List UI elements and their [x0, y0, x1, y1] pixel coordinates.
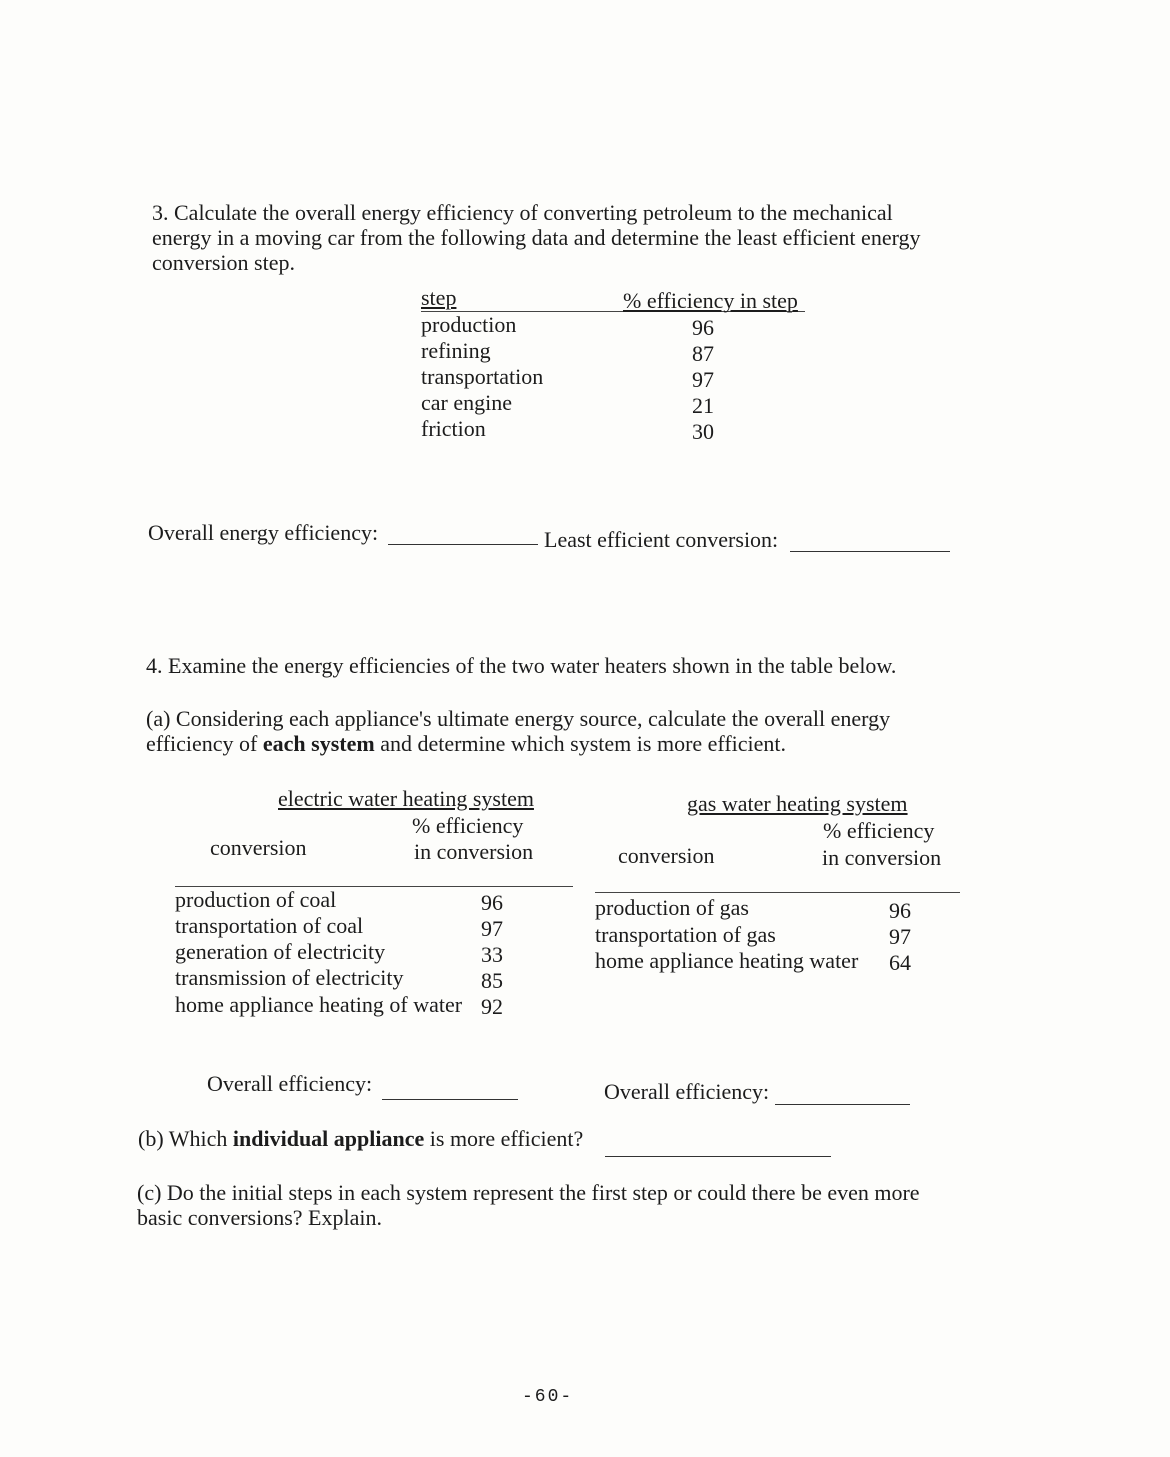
q3-row-eff: 96 [692, 315, 714, 340]
q4a-line-1: (a) Considering each appliance's ultimate energy source, calculate the overall energy [146, 706, 891, 731]
q3-row-step: production [421, 312, 517, 337]
electric-row-eff: 97 [481, 916, 503, 941]
q3-col-step-header: step [421, 285, 457, 310]
electric-row-name: transmission of electricity [175, 965, 404, 990]
q3-prompt-line-2: energy in a moving car from the following data and determine the least efficient energy [152, 225, 921, 250]
q4b-emphasis: individual appliance [232, 1126, 425, 1151]
gas-col-eff-header-1: % efficiency [823, 818, 935, 843]
q3-row-eff: 87 [692, 341, 714, 366]
electric-overall-answer-blank[interactable] [382, 1099, 518, 1100]
q4b-prompt [138, 1126, 583, 1152]
gas-col-eff-header-2: in conversion [822, 845, 942, 870]
q4a-line-2-pre: efficiency of [146, 731, 263, 756]
q4a-line-2-post: and determine which system is more efficient. [374, 731, 787, 756]
q3-prompt [152, 200, 972, 275]
electric-row-name: transportation of coal [175, 913, 364, 938]
electric-col-conv-header: conversion [210, 835, 307, 860]
electric-row-eff: 33 [481, 942, 503, 967]
q3-overall-label: Overall energy efficiency: [148, 520, 379, 545]
gas-overall-label: Overall efficiency: [604, 1079, 770, 1104]
q4c-prompt [137, 1180, 920, 1230]
q4b-post: is more efficient? [424, 1126, 584, 1151]
electric-row-name: production of coal [175, 887, 337, 912]
q3-least-answer-blank[interactable] [790, 551, 950, 552]
q3-row-step: refining [421, 338, 491, 363]
gas-header-rule [595, 892, 960, 893]
gas-row-name: home appliance heating water [595, 948, 859, 973]
electric-row-name: generation of electricity [175, 939, 386, 964]
q3-row-eff: 30 [692, 419, 714, 444]
electric-col-eff-header-2: in conversion [414, 839, 534, 864]
gas-row-name: production of gas [595, 895, 749, 920]
gas-overall-answer-blank[interactable] [775, 1104, 910, 1105]
q4a-line-2 [146, 731, 890, 756]
q3-row-eff: 21 [692, 393, 714, 418]
electric-table-title: electric water heating system [278, 786, 534, 811]
electric-row-eff: 92 [481, 994, 503, 1019]
gas-col-conv-header: conversion [618, 843, 715, 868]
q3-prompt-line-1: 3. Calculate the overall energy efficiency of converting petroleum to the mechanical [152, 200, 893, 225]
gas-row-eff: 96 [889, 898, 911, 923]
q3-col-eff-header: % efficiency in step [623, 288, 798, 313]
gas-table-title: gas water heating system [687, 791, 908, 816]
gas-row-name: transportation of gas [595, 922, 776, 947]
gas-row-eff: 97 [889, 924, 911, 949]
q4b-pre: (b) Which [138, 1126, 233, 1151]
q3-row-step: friction [421, 416, 486, 441]
electric-row-eff: 85 [481, 968, 503, 993]
q4a-prompt [146, 706, 890, 756]
q4c-line-2: basic conversions? Explain. [137, 1205, 382, 1230]
q3-row-step: transportation [421, 364, 544, 389]
q4b-answer-blank[interactable] [605, 1156, 831, 1157]
q3-row-eff: 97 [692, 367, 714, 392]
q3-prompt-line-3: conversion step. [152, 250, 295, 275]
gas-row-eff: 64 [889, 950, 911, 975]
page-number: -60- [522, 1387, 574, 1407]
electric-overall-label: Overall efficiency: [207, 1071, 373, 1096]
q3-least-label: Least efficient conversion: [544, 527, 779, 552]
q3-overall-answer-blank[interactable] [388, 544, 538, 545]
electric-row-eff: 96 [481, 890, 503, 915]
electric-row-name: home appliance heating of water [175, 992, 463, 1017]
electric-col-eff-header-1: % efficiency [412, 813, 524, 838]
q4c-line-1: (c) Do the initial steps in each system represent the first step or could there be even more [137, 1180, 920, 1205]
q3-row-step: car engine [421, 390, 512, 415]
q4a-emphasis: each system [262, 731, 375, 756]
q4-intro: 4. Examine the energy efficiencies of the two water heaters shown in the table below. [146, 653, 897, 678]
